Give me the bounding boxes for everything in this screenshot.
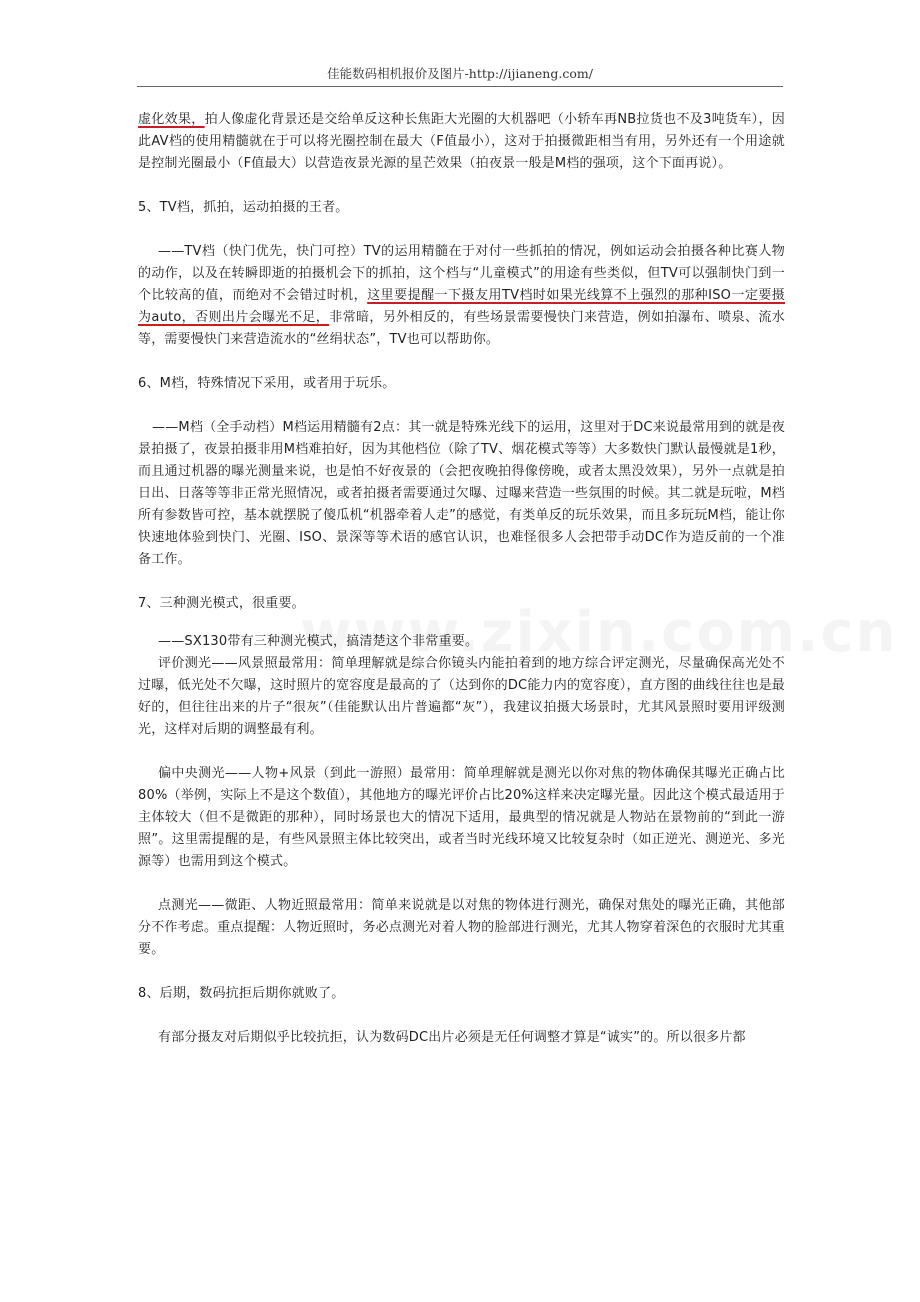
paragraph-metering-intro: ——SX130带有三种测光模式，搞清楚这个非常重要。 xyxy=(158,634,479,649)
header-divider xyxy=(137,86,783,87)
paragraph-tv-mode xyxy=(138,241,785,351)
paragraph-text: 拍人像虚化背景还是交给单反这种长焦距大光圈的大机器吧（小轿车再NB拉货也不及3吨货车），因此AV档的使用精髓就在于可以将光圈控制在最大（F值最小），这对于拍摄微距相当有用，另外还有一个用途就是控制光圈最小（F值最大）以营造夜景光源的星芒效果（拍夜景一般是M档的强项，这个下面再说）。 xyxy=(138,112,785,171)
paragraph-post-processing: 有部分摄友对后期似乎比较抗拒，认为数码DC出片必须是无任何调整才算是“诚实”的。所以很多片都 xyxy=(158,1030,746,1045)
document-body xyxy=(138,109,785,1049)
paragraph-text: 非常暗，另外相反的，有些场景需要慢快门来营造，例如拍瀑布、喷泉、流水等，需要慢快门来营造流水的“丝绢状态”，TV也可以帮助你。 xyxy=(138,310,785,347)
section-heading-post-processing: 8、后期，数码抗拒后期你就败了。 xyxy=(138,986,345,1001)
paragraph-av-mode-continued xyxy=(138,109,785,175)
paragraph-m-mode: ——M档（全手动档）M档运用精髓有2点：其一就是特殊光线下的运用，这里对于DC来说最常用到的就是夜景拍摄了，夜景拍摄非用M档难拍好，因为其他档位（除了TV、烟花模式等等）大多数快门默认最慢就是1秒，而且通过机器的曝光测量来说，也是怕不好夜景的（会把夜晚拍得像傍晚，或者太黑没效果），另外一点就是拍日出、日落等等非正常光照情况，或者拍摄者需要通过欠曝、过曝来营造一些氛围的时候。其二就是玩啦，M档所有参数皆可控，基本就摆脱了傻瓜机“机器牵着人走”的感觉，有类单反的玩乐效果，而且多玩玩M档，能让你快速地体验到快门、光圈、ISO、景深等等术语的感官认识，也难怪很多人会把带手动DC作为造反前的一个准备工作。 xyxy=(138,420,785,567)
section-heading-m: 6、M档，特殊情况下采用，或者用于玩乐。 xyxy=(138,376,396,391)
underlined-highlight: 虚化效果， xyxy=(138,112,205,127)
section-heading-tv: 5、TV档，抓拍，运动拍摄的王者。 xyxy=(138,200,349,215)
paragraph-evaluative-metering: 评价测光——风景照最常用：简单理解就是综合你镜头内能拍着到的地方综合评定测光，尽量确保高光处不过曝，低光处不欠曝，这时照片的宽容度是最高的了（达到你的DC能力内的宽容度），直方图的曲线往往也是最好的，但往往出来的片子“很灰”（佳能默认出片普遍都“灰”），我建议拍摄大场景时，尤其风景照时要用评级测光，这样对后期的调整最有利。 xyxy=(138,656,785,737)
paragraph-text: ——TV档（快门优先，快门可控）TV的运用精髓在于对付一些抓拍的情况，例如运动会拍摄各种比赛人物的动作，以及在转瞬即逝的拍摄机会下的抓拍，这个档与“儿童模式”的用途有些类似，但TV可以强制快门到一个比较高的值，而绝对不会错过时机， xyxy=(138,244,785,303)
page-header: 佳能数码相机报价及图片-http://ijianeng.com/ xyxy=(327,66,593,81)
section-heading-metering: 7、三种测光模式，很重要。 xyxy=(138,596,305,611)
paragraph-center-weighted-metering: 偏中央测光——人物+风景（到此一游照）最常用：简单理解就是测光以你对焦的物体确保其曝光正确占比80%（举例，实际上不是这个数值），其他地方的曝光评价占比20%这样来决定曝光量。因此这个模式最适用于主体较大（但不是微距的那种），同时场景也大的情况下适用，最典型的情况就是人物站在景物前的“到此一游照”。这里需提醒的是，有些风景照主体比较突出，或者当时光线环境又比较复杂时（如正逆光、测逆光、多光源等）也需用到这个模式。 xyxy=(138,766,785,869)
paragraph-spot-metering: 点测光——微距、人物近照最常用：简单来说就是以对焦的物体进行测光，确保对焦处的曝光正确，其他部分不作考虑。重点提醒：人物近照时，务必点测光对着人物的脸部进行测光，尤其人物穿着深色的衣服时尤其重要。 xyxy=(138,898,785,957)
underlined-highlight: 这里要提醒一下摄友用TV档时如果光线算不上强烈的那种ISO一定要摄为auto，否则出片会曝光不足， xyxy=(138,288,785,325)
